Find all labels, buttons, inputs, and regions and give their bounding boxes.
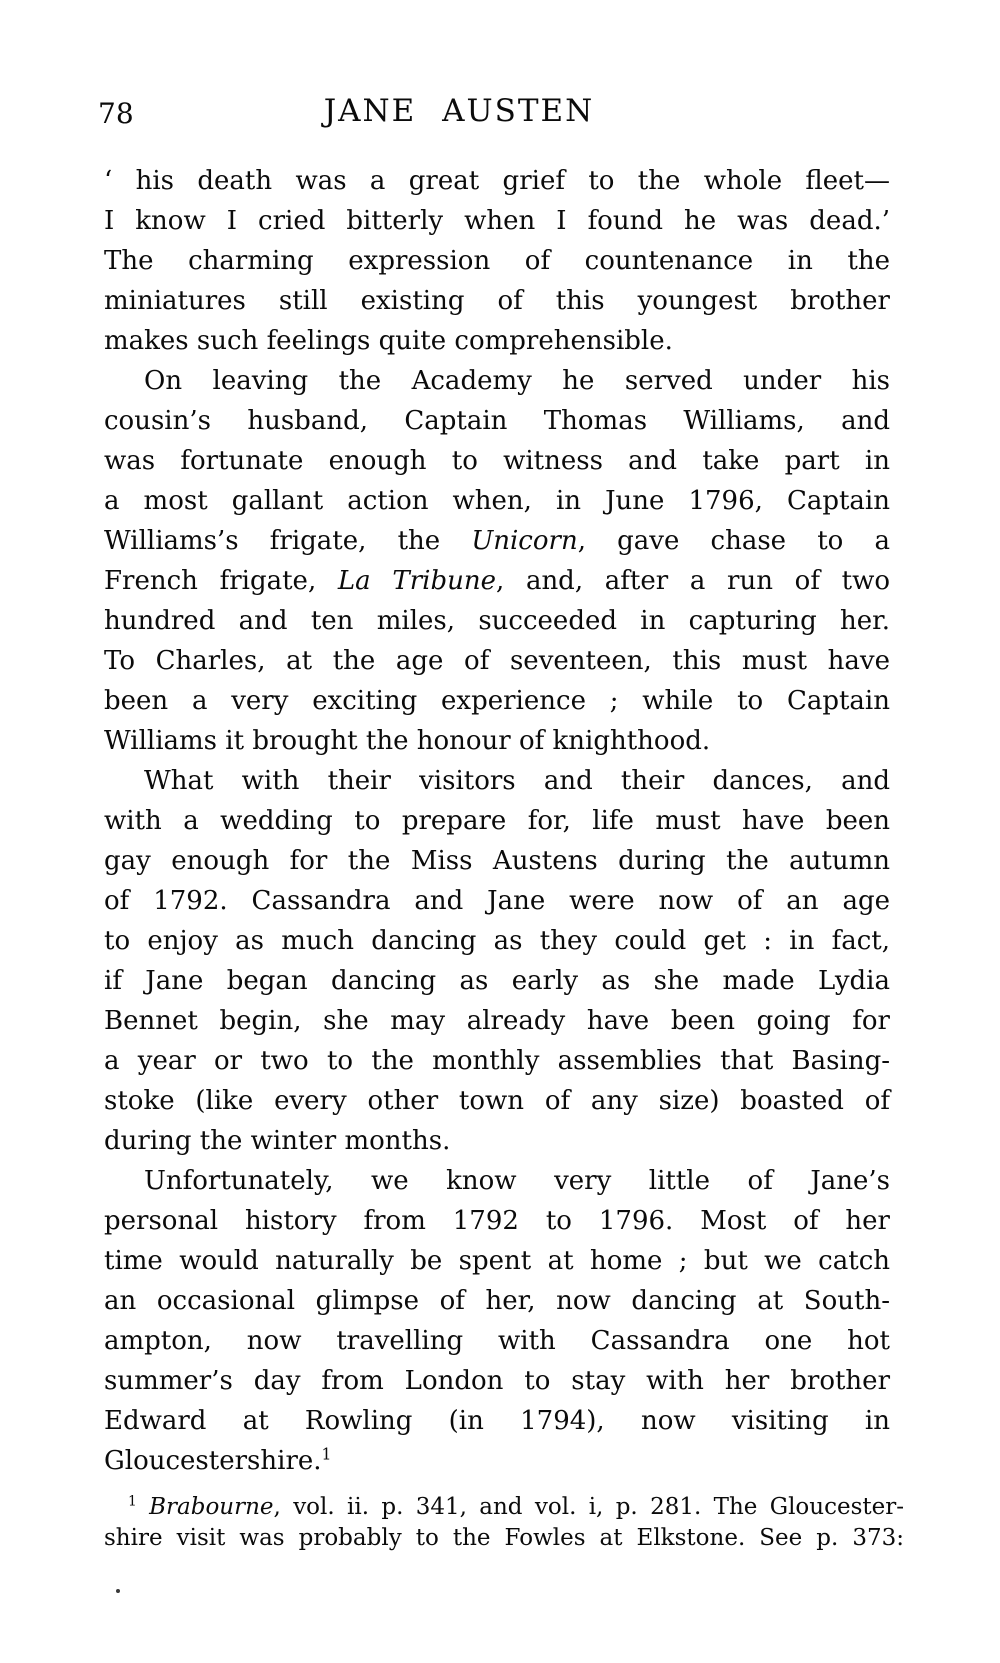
text-line [104, 401, 890, 441]
text-segment: To Charles, at the age of seventeen, this must have [104, 646, 890, 676]
text-line [104, 521, 890, 561]
text-line [104, 761, 890, 801]
text-segment: cousin’s husband, Captain Thomas Williams, and [104, 406, 890, 436]
text-segment: time would naturally be spent at home ; but we catch [104, 1246, 890, 1276]
text-line [104, 441, 890, 481]
italic-text: Brabourne [149, 1494, 274, 1520]
text-segment: French frigate, [104, 566, 338, 596]
text-segment: a most gallant action when, in June 1796, Captain [104, 486, 890, 516]
text-line [104, 1321, 890, 1361]
italic-text: La Tribune [337, 566, 496, 596]
text-line [104, 961, 890, 1001]
text-segment: , gave chase to a [577, 526, 890, 556]
text-segment: , and, after a run of two [495, 566, 890, 596]
text-line [104, 201, 890, 241]
text-segment: The charming expression of countenance in the [104, 246, 890, 276]
text-line [104, 921, 890, 961]
running-title: JANE AUSTEN [323, 93, 595, 129]
scan-speck [116, 1589, 120, 1593]
text-segment: been a very exciting experience ; while to Captain [104, 686, 890, 716]
text-segment: Edward at Rowling (in 1794), now visiting in [104, 1406, 890, 1436]
text-line [104, 1441, 890, 1481]
text-segment: hundred and ten miles, succeeded in capturing her. [104, 606, 890, 636]
text-segment: summer’s day from London to stay with her brother [104, 1366, 890, 1396]
text-line [104, 1523, 904, 1554]
text-segment: Unfortunately, we know very little of Jane’s [144, 1166, 890, 1196]
text-segment: during the winter months. [104, 1126, 451, 1156]
text-segment: Williams it brought the honour of knighthood. [104, 726, 711, 756]
text-line [104, 841, 890, 881]
text-line [104, 881, 890, 921]
text-line [104, 801, 890, 841]
text-line [104, 1201, 890, 1241]
text-segment: with a wedding to prepare for, life must have been [104, 806, 890, 836]
text-line [104, 321, 890, 361]
text-segment: to enjoy as much dancing as they could get : in fact, [104, 926, 890, 956]
footnote [104, 1492, 904, 1554]
footnote-ref: 1 [321, 1445, 332, 1464]
text-segment: Bennet begin, she may already have been going for [104, 1006, 890, 1036]
text-line [104, 1161, 890, 1201]
text-line [104, 1121, 890, 1161]
text-line [104, 1281, 890, 1321]
text-line [104, 681, 890, 721]
text-segment: an occasional glimpse of her, now dancing at South- [104, 1286, 890, 1316]
text-segment: gay enough for the Miss Austens during the autumn [104, 846, 890, 876]
text-segment: ampton, now travelling with Cassandra one hot [104, 1326, 890, 1356]
text-segment: What with their visitors and their dances, and [144, 766, 890, 796]
page-number: 78 [98, 97, 134, 130]
text-segment: a year or two to the monthly assemblies that Basing- [104, 1046, 890, 1076]
text-segment: miniatures still existing of this youngest brother [104, 286, 890, 316]
footnote-ref: 1 [128, 1493, 137, 1510]
body-text [104, 161, 890, 1481]
text-segment: Gloucestershire. [104, 1446, 322, 1476]
text-segment: makes such feelings quite comprehensible. [104, 326, 673, 356]
text-line [104, 361, 890, 401]
text-line [104, 481, 890, 521]
text-line [104, 1001, 890, 1041]
text-segment: On leaving the Academy he served under his [144, 366, 890, 396]
text-line [104, 721, 890, 761]
text-line [104, 161, 890, 201]
text-line [104, 1361, 890, 1401]
text-line [104, 281, 890, 321]
text-segment: ‘ his death was a great grief to the whole fleet— [104, 166, 890, 196]
text-segment [137, 1494, 149, 1520]
text-segment: stoke (like every other town of any size) boasted of [104, 1086, 890, 1116]
text-segment: was fortunate enough to witness and take part in [104, 446, 890, 476]
text-line [104, 241, 890, 281]
text-segment: I know I cried bitterly when I found he was dead.’ [104, 206, 890, 236]
text-segment: personal history from 1792 to 1796. Most of her [104, 1206, 890, 1236]
text-line [104, 1492, 904, 1523]
text-line [104, 1041, 890, 1081]
text-line [104, 561, 890, 601]
text-segment: Williams’s frigate, the [104, 526, 472, 556]
text-segment: shire visit was probably to the Fowles at Elkstone. See p. 373: [104, 1525, 904, 1551]
text-line [104, 1241, 890, 1281]
text-line [104, 601, 890, 641]
text-segment: of 1792. Cassandra and Jane were now of an age [104, 886, 890, 916]
text-line [104, 1401, 890, 1441]
italic-text: Unicorn [471, 526, 578, 556]
text-line [104, 1081, 890, 1121]
text-segment: if Jane began dancing as early as she made Lydia [104, 966, 890, 996]
text-segment: , vol. ii. p. 341, and vol. i, p. 281. The Gloucester- [273, 1494, 905, 1520]
text-line [104, 641, 890, 681]
